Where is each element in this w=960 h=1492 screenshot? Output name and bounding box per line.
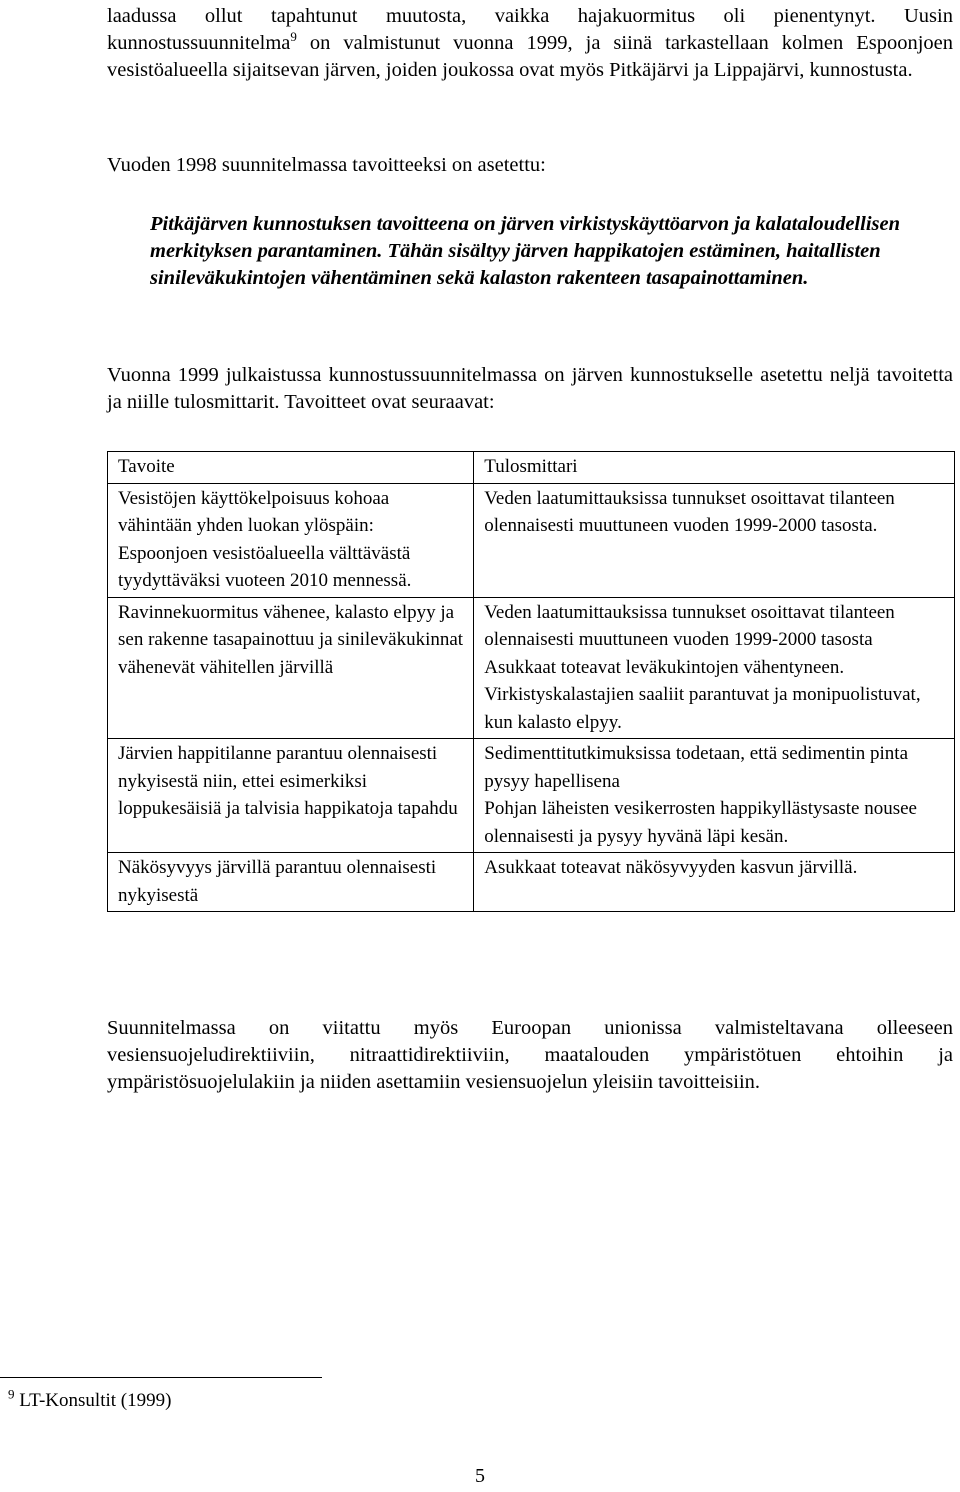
goal-cell: Näkösyvyys järvillä parantuu olennaisesti nykyisestä [108,853,474,912]
header-goal: Tavoite [108,452,474,484]
footnote-number: 9 [8,1386,15,1402]
goal-cell: Vesistöjen käyttökelpoisuus kohoaa vähintään yhden luokan ylöspäin: Espoonjoen vesistöalueella välttävästä tyydyttäväksi vuoteen 2010 mennessä. [108,483,474,597]
paragraph-intro-text: laadussa ollut tapahtunut muutosta, vaikka hajakuormitus oli pienentynyt. Uusin kunnostussuunnitelma [107,5,953,54]
measure-item: Sedimenttitutkimuksissa todetaan, että sedimentin pinta pysyy hapellisena [484,743,909,792]
paragraph-1998-plan: Vuoden 1998 suunnitelmassa tavoitteeksi on asetettu: [107,154,546,176]
goals-table [107,451,955,912]
measure-cell [474,853,955,912]
paragraph-intro [107,3,953,84]
measure-cell [474,739,955,853]
measure-item: Veden laatumittauksissa tunnukset osoittavat tilanteen olennaisesti muuttuneen vuoden 1999-2000 tasosta [484,601,895,650]
measure-item: Pohjan läheisten vesikerrosten happikyllästysaste nousee olennaisesti ja pysyy hyvänä läpi kesän. [484,798,917,847]
footnote-text: LT-Konsultit (1999) [14,1390,172,1411]
measure-cell [474,483,955,597]
header-measure: Tulosmittari [474,452,955,484]
table-row [108,853,955,912]
measure-item: Veden laatumittauksissa tunnukset osoittavat tilanteen olennaisesti muuttuneen vuoden 1999-2000 tasosta. [484,487,895,536]
page-number: 5 [475,1465,485,1487]
measure-item: Asukkaat toteavat näkösyvyyden kasvun järvillä. [484,857,858,878]
measure-item: Virkistyskalastajien saaliit parantuvat ja monipuolistuvat, kun kalasto elpyy. [484,684,921,733]
cell-spacer [118,823,463,850]
plan-goal-quote: Pitkäjärven kunnostuksen tavoitteena on järven virkistyskäyttöarvon ja kalataloudellisen merkityksen parantaminen. Tähän sisältyy järven happikatojen estäminen, haitallisten sinileväkukintojen vähentäminen sekä kalaston rakenteen tasapainottaminen. [150,213,901,289]
footnote-reference: 9 [290,29,297,45]
table-row [108,483,955,597]
goal-cell [108,739,474,853]
paragraph-1999-plan: Vuonna 1999 julkaistussa kunnostussuunnitelmassa on järven kunnostukselle asetettu neljä tavoitetta ja niille tulosmittarit. Tavoitteet ovat seuraavat: [107,364,953,413]
table-row [108,739,955,853]
cell-spacer [118,681,463,735]
measure-item: Asukkaat toteavat leväkukintojen vähentyneen. [484,656,845,678]
table-row [108,597,955,739]
measure-cell [474,597,955,739]
footnote-divider [0,1377,322,1378]
goal-text: Ravinnekuormitus vähenee, kalasto elpyy ja sen rakenne tasapainottuu ja sinileväkukinnat vähenevät vähitellen järvillä [118,601,464,678]
paragraph-eu-directives: Suunnitelmassa on viitattu myös Euroopan unionissa valmisteltavana olleeseen vesiensuojeludirektiiviin, nitraattidirektiiviin, maatalouden ympäristötuen ehtoihin ja ympäristösuojelulakiin ja niiden asettamiin vesiensuojelun yleisiin tavoitteisiin. [107,1017,953,1093]
goal-text: Järvien happitilanne parantuu olennaisesti nykyisestä niin, ettei esimerkiksi loppukesäisiä ja talvisia happikatoja tapahdu [118,743,458,819]
paragraph-intro-rest: on valmistunut vuonna 1999, ja siinä tarkastellaan kolmen Espoonjoen vesistöalueella sijaitsevan järven, joiden joukossa ovat myös Pitkäjärvi ja Lippajärvi, kunnostusta. [107,32,953,81]
table-header-row [108,452,955,484]
footnote [8,1386,172,1413]
goal-cell [108,597,474,739]
